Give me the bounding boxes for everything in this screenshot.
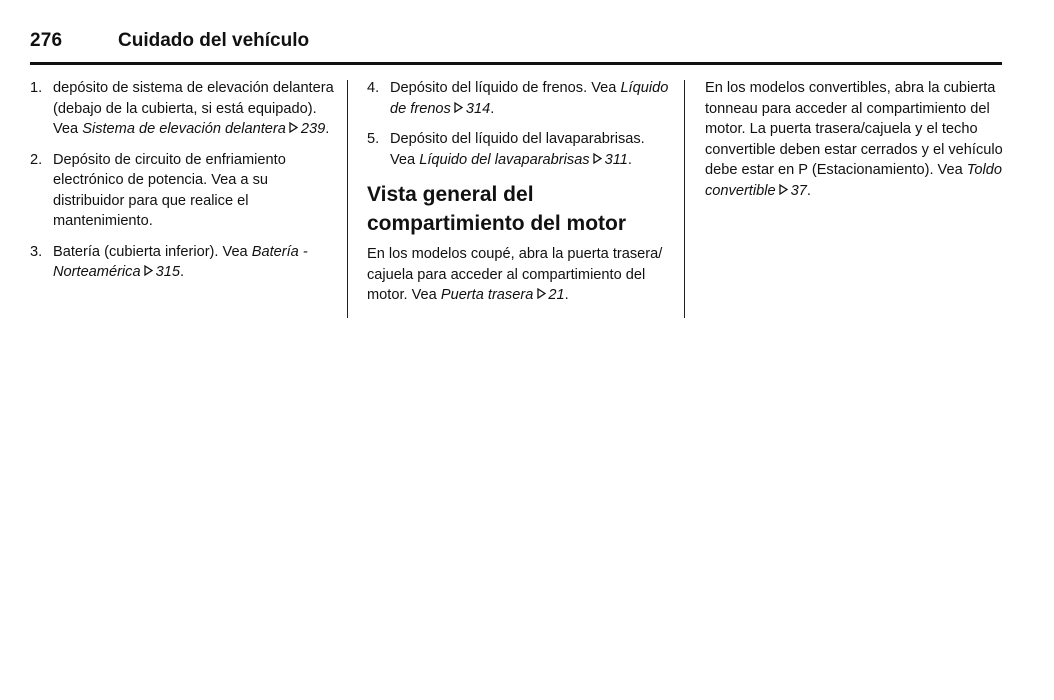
item-text: Depósito del líquido del lavaparabrisas. Vea [390,131,645,168]
ref-title: Toldo convertible [705,162,1002,199]
list-item [30,242,335,283]
cross-reference[interactable] [53,119,335,140]
cross-reference[interactable] [419,152,632,168]
item-number: 2. [30,151,43,168]
column-left [30,78,335,293]
ref-prefix: Vea [53,121,79,137]
list-item [30,78,335,140]
ref-suffix: . [627,151,632,168]
section-heading: Vista general del compartimiento del motor [367,183,627,235]
column-middle [367,78,672,306]
item-text: depósito de sistema de elevación delantera (debajo de la cubierta, si está equipado). [53,80,334,117]
paragraph-text: En los modelos convertibles, abra la cubierta tonneau para acceder al compartimiento del motor. La puerta trasera/cajuela y el techo convertible deben estar cerrados y el vehículo debe estar en P (Estacionamiento). Vea [705,80,1003,178]
item-text: Batería (cubierta inferior). Vea [53,243,248,260]
list-item [30,150,335,232]
column-divider [347,80,348,318]
item-number: 1. [30,80,43,96]
paragraph [705,78,1005,201]
arrow-right-outline-icon [536,285,546,306]
ref-title: Puerta trasera [440,287,534,303]
ref-suffix: . [806,182,811,199]
item-number: 4. [367,80,380,96]
item-text: Depósito del líquido de frenos. Vea [390,80,617,96]
list-item [367,78,672,119]
item-number: 3. [30,243,43,260]
ref-title: Líquido del lavaparabrisas [419,151,590,168]
item-number: 5. [367,131,380,147]
arrow-right-outline-icon [144,262,154,283]
arrow-right-outline-icon [454,99,464,120]
column-right [705,78,1005,201]
arrow-right-outline-icon [779,181,789,202]
column-divider [684,80,685,318]
ref-page: 311 [604,151,628,168]
arrow-right-outline-icon [289,119,299,140]
paragraph [367,244,672,306]
ref-page: 315 [155,264,180,280]
ref-suffix: . [564,287,569,303]
ref-title: Líquido de frenos [390,80,669,117]
ref-page: 314 [465,100,491,117]
ref-page: 239 [300,121,326,137]
item-text: Depósito de circuito de enfriamiento electrónico de potencia. Vea a su distribuidor para que realice el mantenimiento. [53,151,286,229]
page-header [30,26,1002,65]
ref-page: 21 [548,287,565,303]
ref-title: Batería - Norteamérica [53,243,308,280]
arrow-right-outline-icon [593,150,603,171]
ref-suffix: . [179,264,185,280]
cross-reference[interactable] [441,287,569,303]
ref-suffix: . [490,100,495,117]
paragraph-text: En los modelos coupé, abra la puerta trasera/ cajuela para acceder al compartimiento del motor. Vea [367,246,663,303]
ref-title: Sistema de elevación delantera [82,121,286,137]
list-item [367,129,672,170]
chapter-title: Cuidado del vehículo [118,30,310,51]
ref-page: 37 [790,182,807,199]
page-number: 276 [30,30,63,51]
ref-suffix: . [325,121,330,137]
